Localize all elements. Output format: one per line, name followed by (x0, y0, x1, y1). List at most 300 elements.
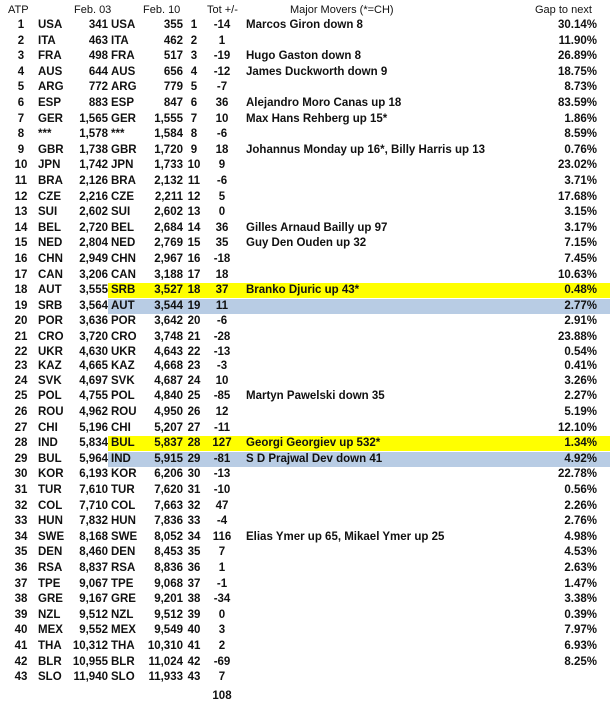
points-feb03: 341 (88, 19, 108, 31)
gap-to-next: 2.26% (564, 499, 597, 512)
country-feb10: BEL (111, 221, 134, 234)
rank-feb10: 18 (187, 284, 201, 297)
atp-rank: 15 (14, 237, 28, 250)
country-feb10: ROU (111, 406, 137, 418)
table-row (0, 452, 612, 467)
rank-feb10: 14 (187, 221, 201, 234)
tot-change: 18 (215, 143, 229, 156)
rank-feb10: 34 (187, 530, 201, 543)
points-feb10: 9,068 (154, 577, 183, 590)
points-feb10: 5,207 (154, 421, 183, 434)
rank-feb10: 1 (190, 19, 198, 31)
atp-rank: 3 (17, 50, 25, 63)
points-feb03: 5,834 (79, 437, 108, 450)
table-row (0, 80, 612, 95)
table-row (0, 236, 612, 251)
table-row (0, 299, 612, 314)
country-feb03: BRA (38, 175, 63, 187)
points-feb03: 3,720 (79, 331, 108, 343)
country-feb03: AUS (38, 65, 63, 78)
table-row (0, 530, 612, 545)
atp-rank: 38 (14, 593, 28, 606)
atp-rank: 31 (14, 484, 28, 496)
major-movers: Branko Djuric up 43* (246, 284, 360, 297)
country-feb10: DEN (111, 546, 136, 559)
country-feb10: SWE (111, 530, 138, 543)
major-movers: Hugo Gaston down 8 (246, 50, 361, 63)
rank-feb10: 40 (187, 624, 201, 637)
points-feb03: 2,720 (79, 221, 108, 234)
header-gap-to-next: Gap to next (535, 4, 592, 16)
tot-change: 9 (218, 159, 226, 172)
points-feb03: 5,196 (79, 421, 108, 434)
gap-to-next: 8.59% (564, 128, 597, 141)
country-feb03: COL (38, 499, 63, 512)
country-feb10: CHN (111, 253, 136, 265)
rank-feb10: 3 (190, 50, 198, 63)
country-feb10: BLR (111, 655, 135, 668)
country-feb10: KOR (111, 468, 137, 481)
tot-change: 11 (215, 299, 229, 312)
country-feb10: POL (111, 390, 135, 403)
atp-rank: 42 (14, 655, 28, 668)
table-row (0, 205, 612, 220)
atp-rank: 39 (14, 608, 28, 621)
country-feb10: *** (111, 128, 125, 141)
rank-feb10: 21 (187, 331, 201, 343)
header-atp: ATP (8, 4, 29, 16)
points-feb10: 6,206 (154, 468, 183, 481)
points-feb03: 772 (88, 81, 108, 94)
atp-rank: 11 (14, 175, 28, 187)
gap-to-next: 0.76% (564, 143, 597, 156)
gap-to-next: 17.68% (557, 190, 597, 203)
country-feb03: IND (38, 437, 58, 450)
country-feb10: CAN (111, 268, 136, 281)
rank-feb10: 5 (190, 81, 198, 94)
points-feb03: 5,964 (79, 452, 108, 465)
tot-change: -13 (213, 468, 231, 481)
gap-to-next: 0.39% (564, 608, 597, 621)
points-feb10: 5,915 (154, 452, 183, 465)
header-major-movers: Major Movers (*=CH) (290, 4, 394, 16)
points-feb10: 847 (163, 97, 183, 109)
country-feb03: NZL (38, 608, 61, 621)
tot-change: 7 (218, 546, 226, 559)
country-feb03: ARG (38, 81, 64, 94)
points-feb03: 498 (88, 50, 108, 63)
major-movers: S D Prajwal Dev down 41 (246, 452, 383, 465)
points-feb10: 4,950 (154, 406, 183, 418)
atp-rank: 7 (17, 112, 25, 125)
country-feb10: NED (111, 237, 136, 250)
total-sum: 108 (212, 690, 232, 702)
tot-change: 0 (218, 608, 226, 621)
points-feb10: 5,837 (154, 437, 183, 450)
points-feb10: 7,620 (154, 484, 183, 496)
points-feb03: 10,312 (72, 640, 108, 652)
tot-change: -7 (216, 81, 228, 94)
major-movers: Elias Ymer up 65, Mikael Ymer up 25 (246, 530, 445, 543)
points-feb03: 3,206 (79, 268, 108, 281)
points-feb03: 9,067 (79, 577, 108, 590)
atp-rank: 20 (14, 315, 28, 328)
points-feb10: 8,836 (154, 562, 183, 574)
atp-rank: 16 (14, 253, 28, 265)
points-feb10: 1,584 (154, 128, 183, 141)
country-feb03: SLO (38, 671, 62, 684)
points-feb03: 9,167 (79, 593, 108, 606)
atp-rank: 9 (17, 143, 25, 156)
points-feb10: 8,453 (154, 546, 183, 559)
tot-change: 5 (218, 190, 226, 203)
country-feb03: MEX (38, 624, 63, 637)
points-feb03: 1,578 (79, 128, 108, 141)
table-row (0, 330, 612, 345)
rank-feb10: 32 (187, 499, 201, 512)
points-feb03: 8,168 (79, 530, 108, 543)
country-feb03: FRA (38, 50, 62, 63)
country-feb03: GRE (38, 593, 63, 606)
atp-rank: 13 (14, 206, 28, 219)
tot-change: 1 (218, 562, 226, 574)
country-feb03: BUL (38, 452, 62, 465)
atp-rank: 4 (17, 65, 25, 78)
country-feb10: ESP (111, 97, 135, 109)
country-feb10: CRO (111, 331, 137, 343)
tot-change: 1 (218, 34, 226, 47)
country-feb10: MEX (111, 624, 136, 637)
major-movers: James Duckworth down 9 (246, 65, 388, 78)
rank-feb10: 19 (187, 299, 201, 312)
gap-to-next: 2.63% (564, 562, 597, 574)
tot-change: -85 (213, 390, 231, 403)
gap-to-next: 7.97% (564, 624, 597, 637)
gap-to-next: 0.41% (564, 360, 597, 373)
points-feb03: 4,755 (79, 390, 108, 403)
tot-change: -6 (216, 175, 228, 187)
country-feb03: CZE (38, 190, 61, 203)
points-feb03: 2,602 (79, 206, 108, 219)
header-feb03: Feb. 03 (74, 4, 112, 16)
tot-change: -10 (213, 484, 231, 496)
atp-rank: 35 (14, 546, 28, 559)
major-movers: Max Hans Rehberg up 15* (246, 112, 388, 125)
country-feb03: DEN (38, 546, 63, 559)
table-row (0, 174, 612, 189)
gap-to-next: 4.98% (564, 530, 597, 543)
gap-to-next: 0.48% (564, 284, 597, 297)
country-feb10: SVK (111, 374, 135, 387)
points-feb10: 7,663 (154, 499, 183, 512)
points-feb03: 883 (88, 97, 108, 109)
country-feb10: GBR (111, 143, 137, 156)
tot-change: 47 (215, 499, 229, 512)
country-feb10: CHI (111, 421, 131, 434)
gap-to-next: 12.10% (557, 421, 597, 434)
rank-feb10: 11 (187, 175, 201, 187)
table-row (0, 514, 612, 529)
tot-change: -13 (213, 345, 231, 358)
country-feb03: BLR (38, 655, 62, 668)
gap-to-next: 2.91% (564, 315, 597, 328)
points-feb10: 462 (163, 34, 183, 47)
tot-change: -4 (216, 515, 228, 528)
table-row (0, 65, 612, 80)
country-feb03: POR (38, 315, 63, 328)
points-feb03: 3,636 (79, 315, 108, 328)
points-feb03: 8,837 (79, 562, 108, 574)
atp-rank: 1 (17, 19, 25, 31)
table-row (0, 112, 612, 127)
rank-feb10: 39 (187, 608, 201, 621)
points-feb03: 2,949 (79, 253, 108, 265)
country-feb03: TUR (38, 484, 62, 496)
tot-change: 2 (218, 640, 226, 652)
atp-rank: 8 (17, 128, 25, 141)
points-feb10: 4,668 (154, 360, 183, 373)
rank-feb10: 8 (190, 128, 198, 141)
country-feb03: ITA (38, 34, 56, 47)
country-feb03: CRO (38, 331, 64, 343)
points-feb03: 3,555 (79, 284, 108, 297)
country-feb10: AUS (111, 65, 136, 78)
tot-change: -81 (213, 452, 231, 465)
points-feb03: 2,216 (79, 190, 108, 203)
tot-change: -1 (216, 577, 228, 590)
country-feb03: HUN (38, 515, 63, 528)
tot-change: -69 (213, 655, 231, 668)
rank-feb10: 30 (187, 468, 201, 481)
points-feb10: 1,720 (154, 143, 183, 156)
country-feb10: USA (111, 19, 136, 31)
gap-to-next: 4.53% (564, 546, 597, 559)
atp-rank: 22 (14, 345, 28, 358)
gap-to-next: 6.93% (564, 640, 597, 652)
country-feb10: SRB (111, 284, 136, 297)
rank-feb10: 7 (190, 112, 198, 125)
tot-change: 3 (218, 624, 226, 637)
table-row (0, 374, 612, 389)
points-feb03: 1,738 (79, 143, 108, 156)
table-row (0, 421, 612, 436)
points-feb03: 9,512 (79, 608, 108, 621)
tot-change: 127 (212, 437, 232, 450)
rank-feb10: 23 (187, 360, 201, 373)
country-feb03: NED (38, 237, 63, 250)
atp-rank: 17 (14, 268, 28, 281)
gap-to-next: 4.92% (564, 452, 597, 465)
country-feb03: TPE (38, 577, 61, 590)
country-feb10: IND (111, 452, 131, 465)
country-feb03: SUI (38, 206, 58, 219)
tot-change: 36 (215, 97, 229, 109)
gap-to-next: 2.27% (564, 390, 597, 403)
points-feb10: 3,642 (154, 315, 183, 328)
points-feb10: 11,933 (148, 671, 183, 684)
gap-to-next: 3.17% (564, 221, 597, 234)
gap-to-next: 22.78% (557, 468, 597, 481)
gap-to-next: 1.47% (564, 577, 597, 590)
points-feb10: 2,684 (154, 221, 183, 234)
rank-feb10: 17 (187, 268, 201, 281)
points-feb10: 4,643 (154, 345, 183, 358)
table-row (0, 345, 612, 360)
points-feb10: 2,211 (154, 190, 183, 203)
gap-to-next: 3.15% (564, 206, 597, 219)
table-row (0, 314, 612, 329)
tot-change: 0 (218, 206, 226, 219)
rank-feb10: 38 (187, 593, 201, 606)
points-feb03: 9,552 (79, 624, 108, 637)
atp-rank: 6 (17, 97, 25, 109)
header-feb10: Feb. 10 (143, 4, 181, 16)
gap-to-next: 10.63% (557, 268, 597, 281)
country-feb03: KAZ (38, 360, 62, 373)
points-feb10: 2,769 (154, 237, 183, 250)
points-feb03: 463 (88, 34, 108, 47)
tot-change: -12 (213, 65, 231, 78)
tot-change: -14 (213, 19, 231, 31)
points-feb10: 779 (163, 81, 183, 94)
atp-rank: 34 (14, 530, 28, 543)
major-movers: Marcos Giron down 8 (246, 19, 363, 31)
points-feb10: 2,967 (154, 253, 183, 265)
rank-feb10: 20 (187, 315, 201, 328)
points-feb03: 11,940 (73, 671, 108, 684)
points-feb10: 9,201 (154, 593, 183, 606)
country-feb10: RSA (111, 562, 136, 574)
major-movers: Martyn Pawelski down 35 (246, 390, 385, 403)
atp-rank: 27 (14, 421, 28, 434)
rank-feb10: 43 (187, 671, 201, 684)
country-feb10: BRA (111, 175, 136, 187)
points-feb03: 4,962 (79, 406, 108, 418)
points-feb03: 6,193 (79, 468, 108, 481)
rank-feb10: 33 (187, 515, 201, 528)
rank-feb10: 31 (187, 484, 201, 496)
atp-rank: 40 (14, 624, 28, 637)
atp-rank: 14 (14, 221, 28, 234)
points-feb10: 3,188 (154, 268, 183, 281)
country-feb03: GBR (38, 143, 64, 156)
gap-to-next: 18.75% (557, 65, 597, 78)
rank-feb10: 10 (187, 159, 201, 172)
atp-rank: 30 (14, 468, 28, 481)
country-feb03: CHN (38, 253, 63, 265)
points-feb10: 11,024 (148, 655, 183, 668)
table-row (0, 499, 612, 514)
atp-rank: 10 (14, 159, 28, 172)
points-feb03: 1,565 (79, 112, 108, 125)
gap-to-next: 11.90% (558, 34, 597, 47)
table-row (0, 143, 612, 158)
rank-feb10: 4 (190, 65, 198, 78)
country-feb03: UKR (38, 345, 63, 358)
points-feb03: 4,630 (79, 345, 108, 358)
country-feb10: GER (111, 112, 136, 125)
atp-rank: 19 (14, 299, 28, 312)
atp-rank: 29 (14, 452, 28, 465)
table-row (0, 190, 612, 205)
country-feb03: THA (38, 640, 62, 652)
gap-to-next: 3.71% (564, 175, 597, 187)
points-feb10: 355 (163, 19, 183, 31)
table-row (0, 608, 612, 623)
table-row (0, 577, 612, 592)
rank-feb10: 41 (187, 640, 201, 652)
country-feb10: HUN (111, 515, 136, 528)
table-row (0, 592, 612, 607)
table-row (0, 268, 612, 283)
country-feb10: TPE (111, 577, 134, 590)
gap-to-next: 8.73% (564, 81, 597, 94)
tot-change: -6 (216, 128, 228, 141)
tot-change: -11 (214, 421, 230, 434)
gap-to-next: 30.14% (557, 19, 597, 31)
atp-rank: 5 (17, 81, 25, 94)
country-feb10: POR (111, 315, 136, 328)
table-row (0, 670, 612, 685)
country-feb03: USA (38, 19, 63, 31)
table-row (0, 158, 612, 173)
country-feb03: CHI (38, 421, 58, 434)
points-feb10: 9,549 (154, 624, 183, 637)
tot-change: -18 (213, 253, 231, 265)
table-row (0, 545, 612, 560)
atp-rank: 2 (17, 34, 25, 47)
country-feb03: POL (38, 390, 62, 403)
table-row (0, 405, 612, 420)
points-feb03: 7,610 (79, 484, 108, 496)
table-row (0, 127, 612, 142)
gap-to-next: 0.56% (564, 484, 597, 496)
points-feb10: 2,602 (154, 206, 183, 219)
country-feb10: UKR (111, 345, 136, 358)
table-row (0, 436, 612, 451)
rank-feb10: 25 (187, 390, 201, 403)
country-feb03: GER (38, 112, 63, 125)
gap-to-next: 8.25% (564, 655, 597, 668)
points-feb03: 7,832 (79, 515, 108, 528)
tot-change: 7 (218, 671, 226, 684)
rank-feb10: 28 (187, 437, 201, 450)
points-feb03: 4,697 (79, 374, 108, 387)
gap-to-next: 3.26% (564, 374, 597, 387)
points-feb10: 10,310 (147, 640, 183, 652)
table-row (0, 252, 612, 267)
country-feb10: JPN (111, 159, 134, 172)
country-feb10: CZE (111, 190, 134, 203)
table-row (0, 483, 612, 498)
atp-rank: 26 (14, 406, 28, 418)
tot-change: 18 (215, 268, 229, 281)
gap-to-next: 2.76% (564, 515, 597, 528)
rank-feb10: 24 (187, 374, 201, 387)
rank-feb10: 15 (187, 237, 201, 250)
table-row (0, 18, 612, 33)
country-feb10: BUL (111, 437, 135, 450)
atp-rank: 43 (14, 671, 28, 684)
gap-to-next: 1.86% (564, 112, 597, 125)
gap-to-next: 3.38% (564, 593, 597, 606)
points-feb10: 3,544 (154, 299, 183, 312)
atp-rank: 28 (14, 437, 28, 450)
table-row (0, 359, 612, 374)
points-feb03: 8,460 (79, 546, 108, 559)
country-feb03: SWE (38, 530, 65, 543)
country-feb10: SUI (111, 206, 131, 219)
